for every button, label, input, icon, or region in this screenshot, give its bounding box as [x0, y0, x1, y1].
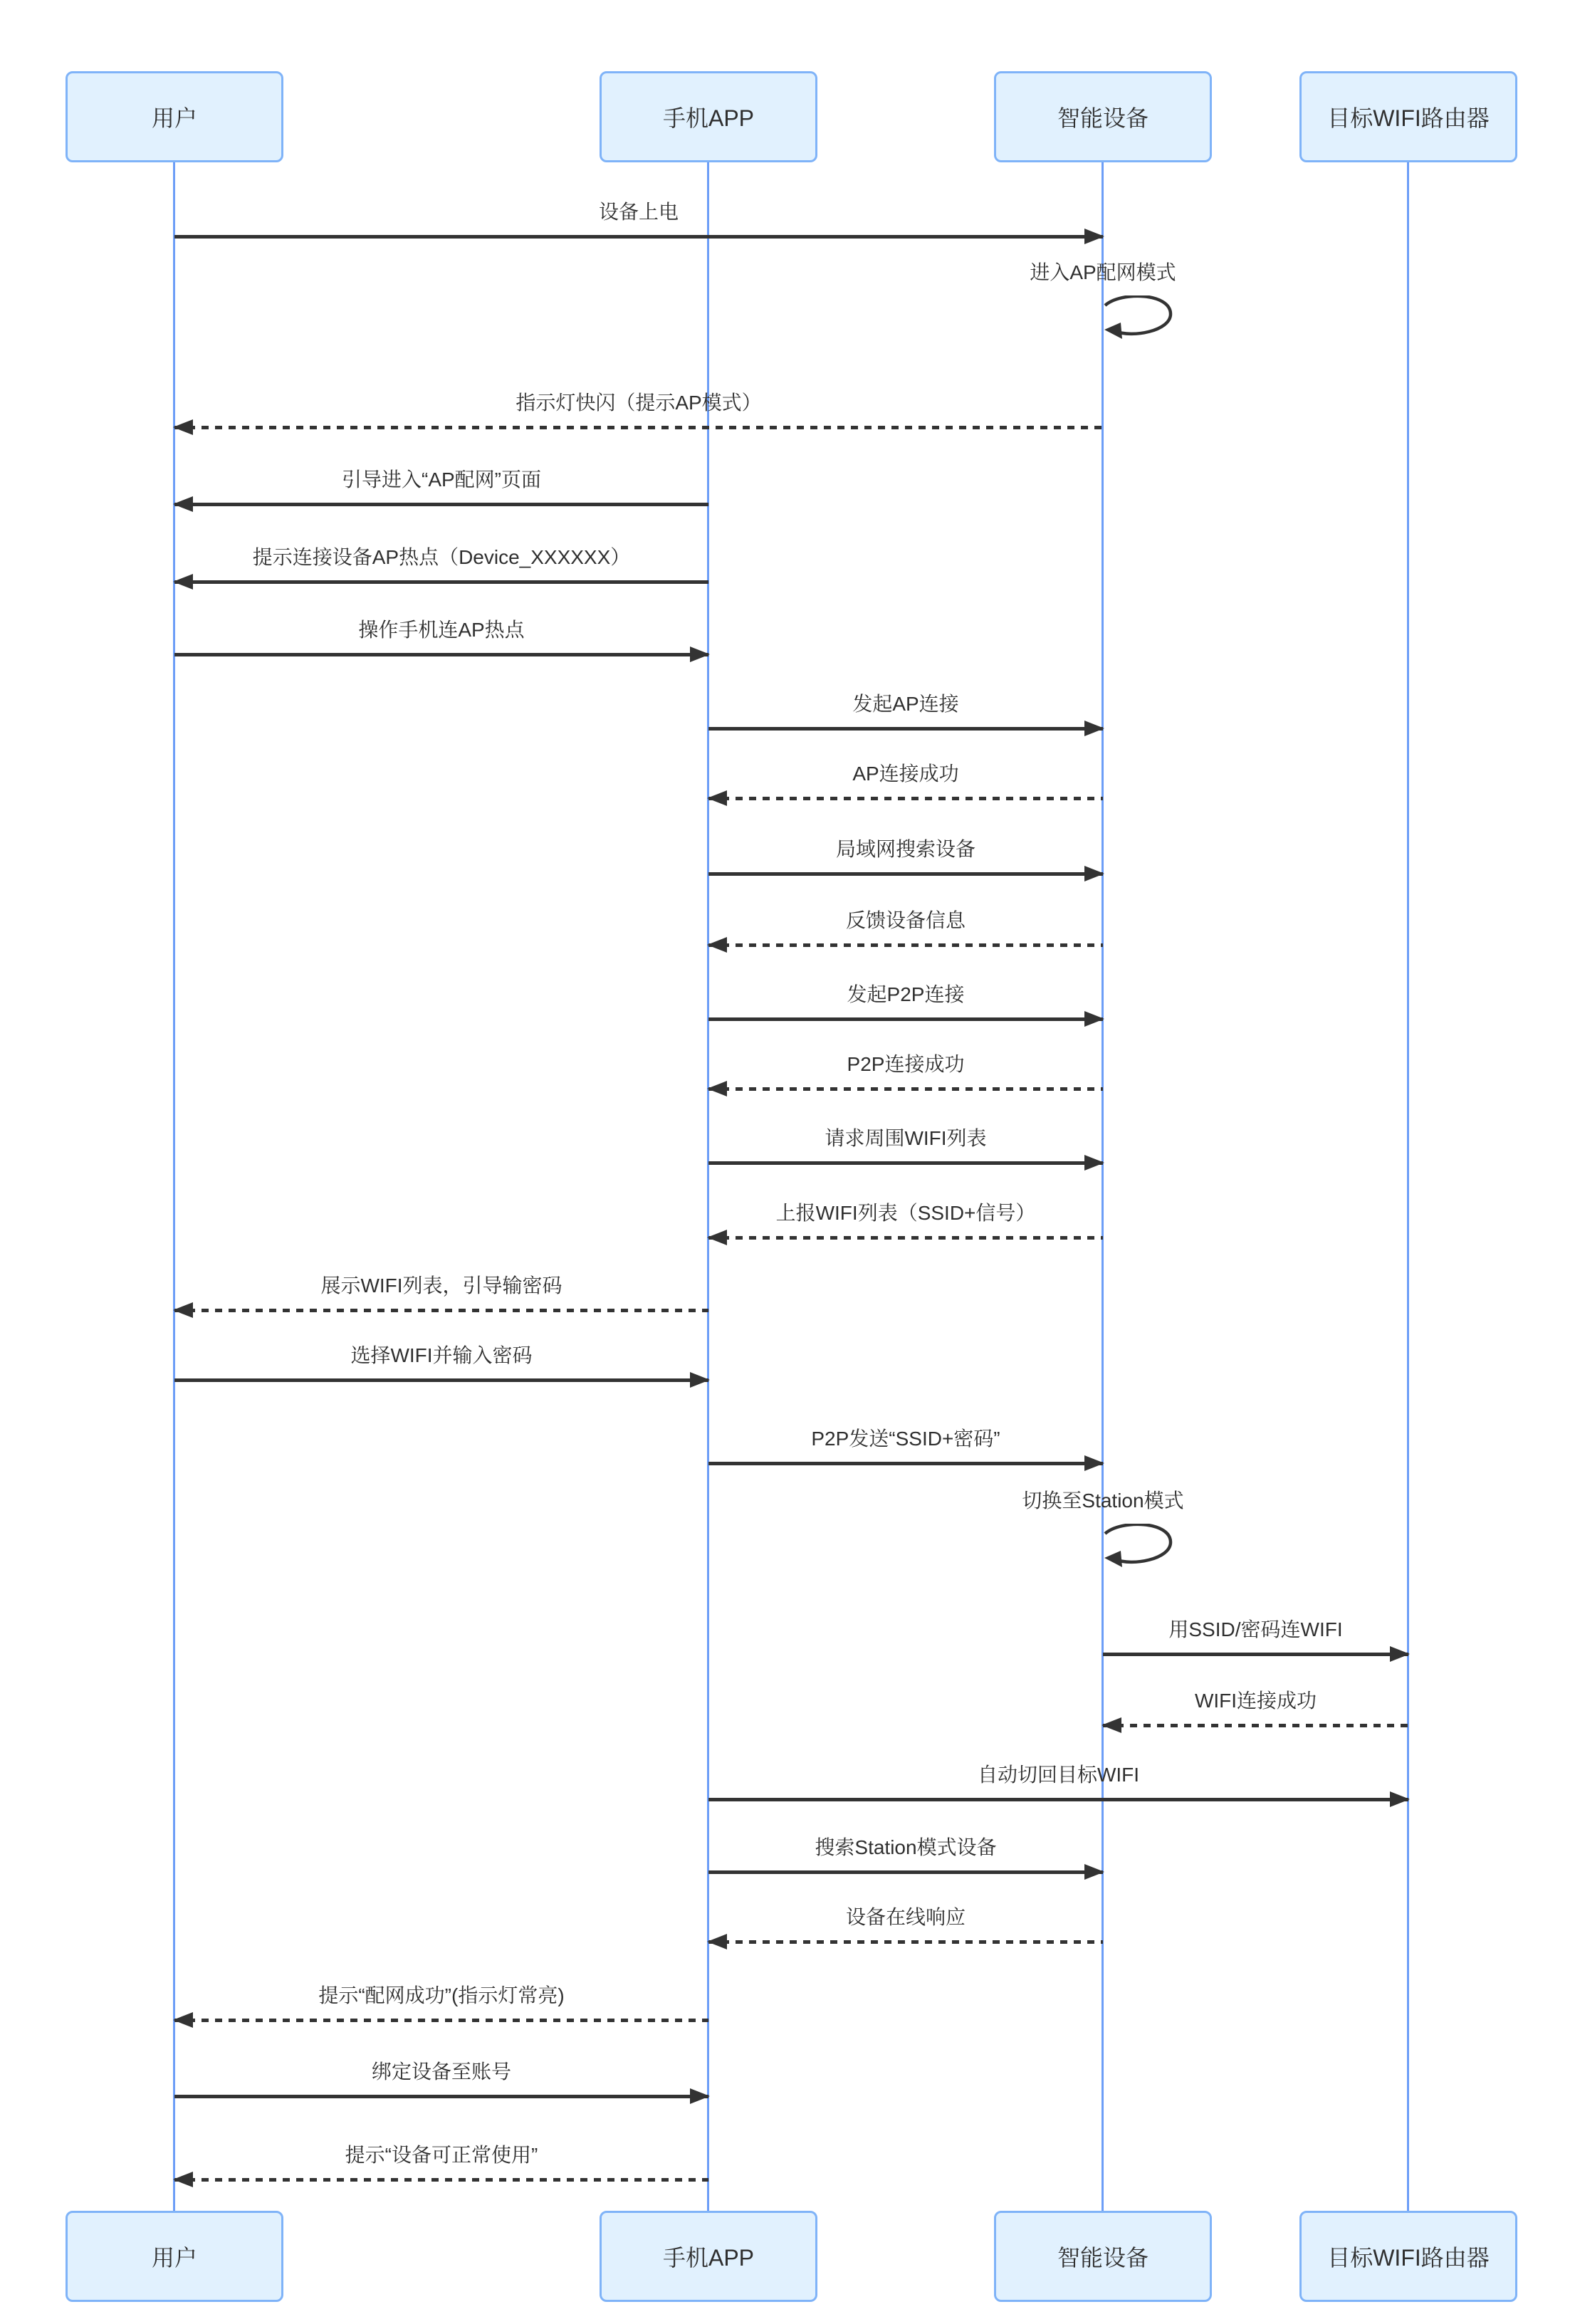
- message-label: 设备上电: [598, 201, 679, 223]
- participant-label: 目标WIFI路由器: [1327, 2245, 1490, 2271]
- message-arrow: [708, 1462, 1103, 1465]
- message-arrow: [708, 1798, 1408, 1801]
- message-label: AP连接成功: [852, 763, 959, 785]
- message-label: 设备在线响应: [845, 1906, 966, 1928]
- message-label: 引导进入“AP配网”页面: [341, 469, 542, 491]
- message-arrow: [708, 1870, 1103, 1874]
- message-label: 操作手机连AP热点: [358, 619, 525, 641]
- message-arrow: [708, 1161, 1103, 1165]
- message-label: 展示WIFI列表，引导输密码: [320, 1274, 562, 1297]
- message-label: 提示连接设备AP热点（Device_XXXXXX）: [252, 546, 631, 568]
- lifeline-app: [707, 162, 709, 2211]
- participant-router-bottom: [1299, 2211, 1517, 2302]
- message-arrow: [1103, 1724, 1408, 1727]
- message-arrow: [174, 235, 1103, 239]
- participant-user-bottom: [66, 2211, 283, 2302]
- participant-user-top: [66, 71, 283, 162]
- participant-label: 用户: [151, 2245, 197, 2271]
- message-arrow: [174, 503, 708, 506]
- message-arrow: [708, 1236, 1103, 1240]
- participant-label: 目标WIFI路由器: [1327, 105, 1490, 131]
- participant-app-bottom: [600, 2211, 817, 2302]
- message-arrow: [1103, 1653, 1408, 1656]
- participant-label: 手机APP: [662, 105, 755, 131]
- message-label: 发起AP连接: [852, 693, 959, 715]
- lifeline-device: [1102, 162, 1104, 2211]
- message-arrow: [174, 426, 1103, 429]
- lifeline-user: [173, 162, 175, 2211]
- message-label: 提示“设备可正常使用”: [345, 2144, 538, 2166]
- participant-label: 用户: [151, 105, 197, 131]
- message-label: 请求周围WIFI列表: [825, 1127, 987, 1149]
- participant-device-bottom: [994, 2211, 1212, 2302]
- participant-router-top: [1299, 71, 1517, 162]
- participant-app-top: [600, 71, 817, 162]
- message-label: 上报WIFI列表（SSID+信号）: [775, 1202, 1036, 1224]
- lifeline-router: [1407, 162, 1409, 2211]
- message-label: 用SSID/密码连WIFI: [1168, 1618, 1343, 1640]
- message-arrow: [708, 797, 1103, 800]
- message-arrow: [174, 1309, 708, 1312]
- message-label: P2P发送“SSID+密码”: [811, 1428, 1000, 1450]
- participant-label: 智能设备: [1057, 105, 1148, 131]
- self-message-label: 进入AP配网模式: [1030, 261, 1176, 283]
- message-label: 搜索Station模式设备: [815, 1836, 997, 1858]
- participant-device-top: [994, 71, 1212, 162]
- participant-label: 手机APP: [662, 2245, 755, 2271]
- message-arrow: [174, 2178, 708, 2182]
- message-arrow: [174, 1378, 708, 1382]
- self-message-label: 切换至Station模式: [1022, 1490, 1184, 1512]
- message-arrow: [174, 653, 708, 656]
- message-label: 提示“配网成功”(指示灯常亮): [318, 1984, 565, 2006]
- message-arrow: [174, 2095, 708, 2098]
- message-arrow: [708, 1017, 1103, 1021]
- message-arrow: [174, 580, 708, 584]
- message-arrow: [174, 2019, 708, 2022]
- message-label: 局域网搜索设备: [835, 838, 976, 860]
- message-label: 反馈设备信息: [845, 909, 966, 931]
- message-label: 指示灯快闪（提示AP模式）: [516, 392, 762, 414]
- message-arrow: [708, 1940, 1103, 1944]
- self-loop-arrow: [1104, 1524, 1175, 1569]
- message-arrow: [708, 727, 1103, 731]
- message-label: 自动切回目标WIFI: [977, 1764, 1140, 1786]
- message-arrow: [708, 1087, 1103, 1091]
- message-label: WIFI连接成功: [1194, 1690, 1317, 1712]
- participant-label: 智能设备: [1057, 2245, 1148, 2271]
- message-label: 选择WIFI并输入密码: [350, 1344, 533, 1366]
- message-label: 发起P2P连接: [847, 983, 965, 1005]
- message-arrow: [708, 943, 1103, 947]
- self-loop-arrow: [1104, 295, 1175, 341]
- message-label: P2P连接成功: [847, 1053, 965, 1075]
- message-label: 绑定设备至账号: [371, 2061, 512, 2083]
- message-arrow: [708, 872, 1103, 876]
